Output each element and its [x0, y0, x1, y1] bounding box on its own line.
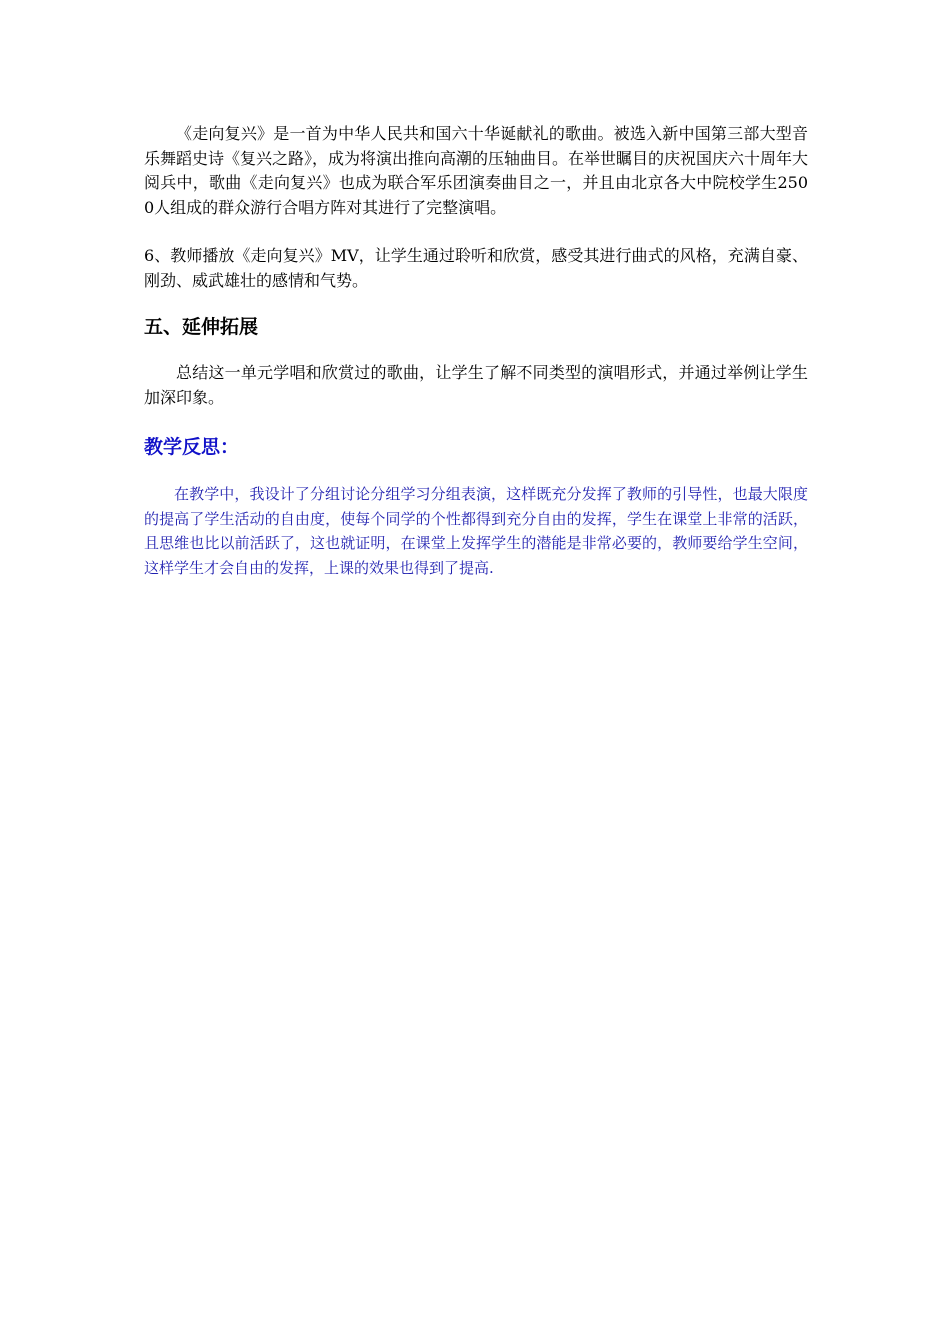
- extension-heading: 五、延伸拓展: [144, 316, 259, 338]
- step-6-paragraph: 6、教师播放《走向复兴》MV，让学生通过聆听和欣赏，感受其进行曲式的风格，充满自豪、刚劲、威武雄壮的感情和气势。: [144, 246, 808, 290]
- reflection-heading: 教学反思：: [144, 436, 240, 458]
- document-page: [144, 122, 808, 580]
- song-intro-paragraph: 《走向复兴》是一首为中华人民共和国六十华诞献礼的歌曲。被选入新中国第三部大型音乐舞蹈史诗《复兴之路》，成为将演出推向高潮的压轴曲目。在举世瞩目的庆祝国庆六十周年大阅兵中，歌曲《走向复兴》也成为联合军乐团演奏曲目之一，并且由北京各大中院校学生2500人组成的群众游行合唱方阵对其进行了完整演唱。: [144, 124, 809, 217]
- extension-paragraph: 总结这一单元学唱和欣赏过的歌曲，让学生了解不同类型的演唱形式，并通过举例让学生加深印象。: [144, 363, 808, 407]
- reflection-paragraph: 在教学中，我设计了分组讨论分组学习分组表演，这样既充分发挥了教师的引导性，也最大限度的提高了学生活动的自由度，使每个同学的个性都得到充分自由的发挥，学生在课堂上非常的活跃，且思维也比以前活跃了，这也就证明，在课堂上发挥学生的潜能是非常必要的，教师要给学生空间，这样学生才会自由的发挥，上课的效果也得到了提高.: [144, 485, 808, 577]
